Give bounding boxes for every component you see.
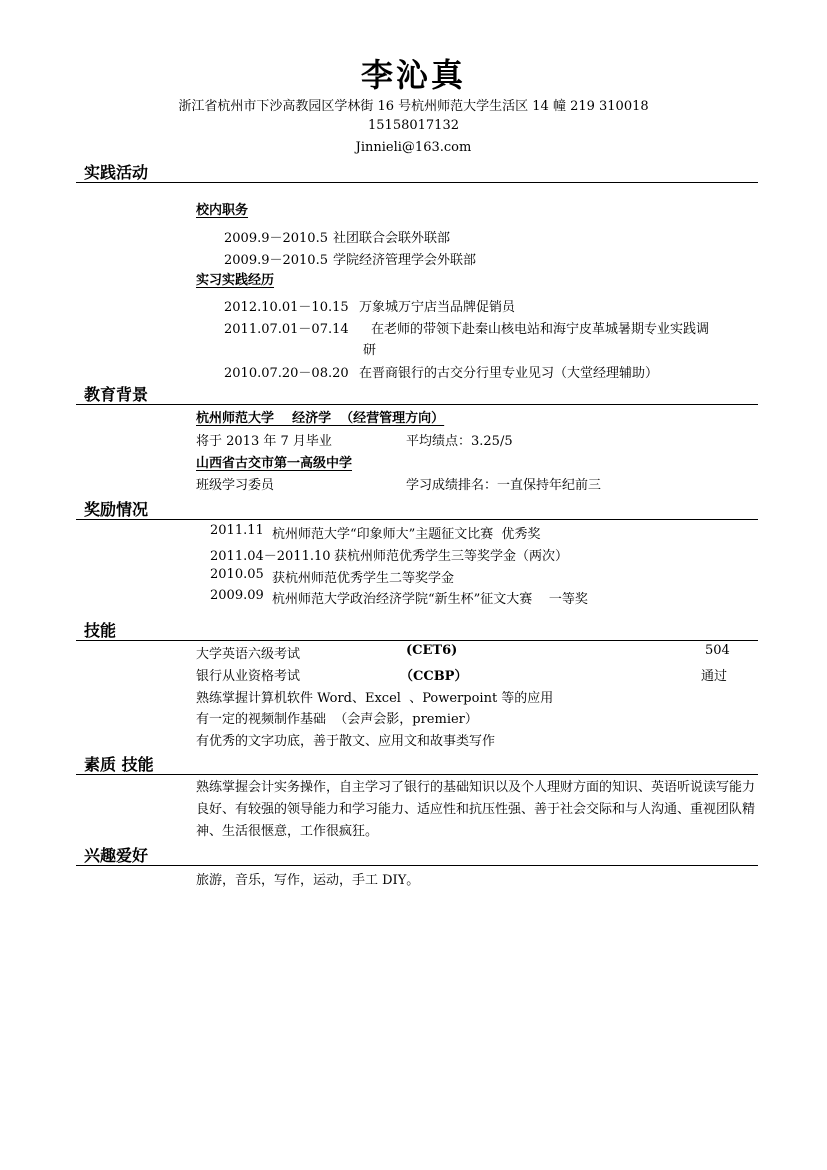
campus-date-1: 2009.9－2010.5: [224, 231, 328, 246]
section-title-hobbies: 兴趣爱好: [84, 846, 149, 865]
subsection-intern-title: 实习实践经历: [196, 273, 275, 288]
intern-desc-3: 在晋商银行的古交分行里专业见习（大堂经理辅助）: [359, 366, 659, 381]
award-desc-1: 杭州师范大学“印象师大”主题征文比赛 优秀奖: [272, 527, 541, 542]
skill-exam-name-1: 大学英语六级考试: [196, 647, 301, 662]
campus-date-2: 2009.9－2010.5: [224, 253, 328, 268]
education-university: 杭州师范大学 经济学 （经营管理方向）: [196, 411, 445, 426]
section-title-education: 教育背景: [84, 385, 149, 404]
section-title-awards: 奖励情况: [84, 500, 149, 519]
skill-exam-score-1: 504: [705, 643, 730, 658]
hobbies-text: 旅游，音乐，写作，运动，手工 DIY。: [196, 873, 420, 888]
section-rule: [76, 519, 758, 520]
campus-desc-2: 学院经济管理学会外联部: [333, 253, 477, 268]
intern-date-3: 2010.07.20－08.20: [224, 366, 349, 381]
education-university-gpa: 平均绩点：3.25/5: [406, 434, 513, 449]
section-rule: [76, 774, 758, 775]
section-rule: [76, 865, 758, 866]
phone: 15158017132: [368, 118, 459, 133]
education-university-graduation: 将于 2013 年 7 月毕业: [196, 434, 332, 449]
address: 浙江省杭州市下沙高教园区学林街 16 号杭州师范大学生活区 14 幢 219 310018: [178, 99, 649, 114]
campus-desc-1: 社团联合会联外联部: [333, 231, 451, 246]
quality-text: 熟练掌握会计实务操作，自主学习了银行的基础知识以及个人理财方面的知识、英语听说读写能力良好、有较强的领导能力和学习能力、适应性和抗压性强、善于社会交际和与人沟通、重视团队精神、生活很惬意，工作很疯狂。: [196, 780, 756, 839]
skill-exam-name-2: 银行从业资格考试: [196, 669, 301, 684]
skill-line-3: 有优秀的文字功底，善于散文、应用文和故事类写作: [196, 734, 496, 749]
award-date-4: 2009.09: [210, 588, 264, 603]
education-highschool-role: 班级学习委员: [196, 478, 275, 493]
education-highschool: 山西省古交市第一高级中学: [196, 456, 353, 471]
award-date-1: 2011.11: [210, 523, 264, 538]
award-desc-3: 获杭州师范优秀学生二等奖学金: [272, 571, 455, 586]
award-date-3: 2010.05: [210, 567, 264, 582]
skill-exam-score-2: 通过: [701, 669, 728, 684]
skill-exam-code-2: （CCBP）: [400, 669, 468, 684]
section-rule: [76, 404, 758, 405]
section-title-skills: 技能: [84, 621, 117, 640]
section-title-quality: 素质 技能: [84, 755, 154, 774]
subsection-campus-title: 校内职务: [196, 203, 249, 218]
email: Jinnieli@163.com: [355, 140, 472, 155]
intern-date-1: 2012.10.01－10.15: [224, 300, 349, 315]
section-title-practice: 实践活动: [84, 163, 149, 182]
skill-line-1: 熟练掌握计算机软件 Word、Excel 、Powerpoint 等的应用: [196, 691, 554, 706]
intern-desc-2: 在老师的带领下赴秦山核电站和海宁皮革城暑期专业实践调: [371, 322, 710, 337]
resume-name: 李沁真: [360, 56, 466, 94]
award-date-2: 2011.04－2011.10: [210, 549, 331, 564]
intern-date-2: 2011.07.01－07.14: [224, 322, 349, 337]
intern-desc-2-cont: 研: [363, 343, 377, 358]
skill-line-2: 有一定的视频制作基础 （会声会影，premier）: [196, 712, 478, 727]
section-rule: [76, 182, 758, 183]
intern-desc-1: 万象城万宁店当品牌促销员: [359, 300, 516, 315]
award-desc-2: 获杭州师范优秀学生三等奖学金（两次）: [334, 549, 569, 564]
education-highschool-rank: 学习成绩排名：一直保持年纪前三: [406, 478, 602, 493]
skill-exam-code-1: (CET6): [406, 643, 458, 658]
award-desc-4: 杭州师范大学政治经济学院“新生杯”征文大赛 一等奖: [272, 592, 588, 607]
section-rule: [76, 640, 758, 641]
